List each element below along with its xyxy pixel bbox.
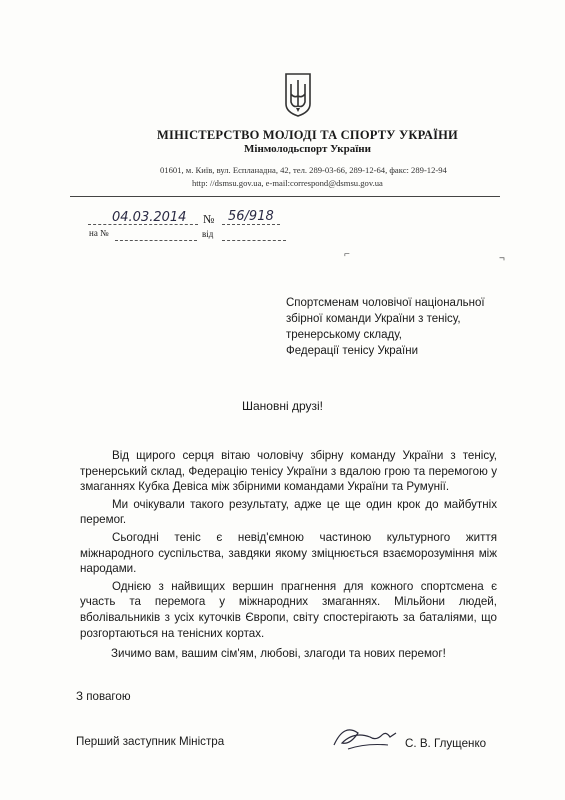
header-divider xyxy=(70,196,500,197)
on-number-label: на № xyxy=(89,228,109,238)
recipient-line: тренерському складу, xyxy=(286,329,402,341)
body-paragraph: Сьогодні теніс є невід'ємною частиною культурного життя міжнародного суспільства, завдяки якому зміцнюється взаєморозуміння між народами. xyxy=(80,530,497,576)
signer-position: Перший заступник Міністра xyxy=(76,735,225,748)
body-paragraph: Від щирого серця вітаю чоловічу збірну команду України з тенісу, тренерський склад, Федерацію тенісу України з вдалою грою та перемогою у змаганнях Кубка Девіса між збірними командами України та Румунії. xyxy=(80,449,497,494)
body-paragraph: Однією з найвищих вершин прагнення для кожного спортсмена є участь та перемога у міжнародних змаганнях. Мільйони людей, вболівальників з усіх куточків Європи, світу спостерігають за баталіями, що розгортаються на тенісних кортах. xyxy=(80,579,497,640)
registration-number: 56/918 xyxy=(228,209,274,224)
trident-emblem-icon xyxy=(283,70,313,118)
address-line-2: http: //dsmsu.gov.ua, e-mail:correspond@dsmsu.gov.ua xyxy=(192,178,383,188)
ministry-short-name: Мінмолодьспорт України xyxy=(244,143,371,155)
number-sign: № xyxy=(203,212,215,226)
recipient-line: Федерації тенісу України xyxy=(286,345,419,357)
from-underline xyxy=(222,240,286,241)
from-label: від xyxy=(202,229,214,239)
on-number-underline xyxy=(115,240,197,241)
closing-wish: Зичимо вам, вашим сім'ям, любові, злагоди та нових перемог! xyxy=(111,647,446,660)
body-paragraph: Ми очікували такого результату, адже це ще один крок до майбутніх перемог. xyxy=(80,497,497,527)
greeting: Шановні друзі! xyxy=(241,399,324,413)
ministry-title: МІНІСТЕРСТВО МОЛОДІ ТА СПОРТУ УКРАЇНИ xyxy=(157,128,458,142)
recipient-line: Спортсменам чоловічої національної xyxy=(286,297,485,309)
recipient-block xyxy=(286,295,526,359)
regards: З повагою xyxy=(76,690,131,703)
corner-mark-left: ⌐ xyxy=(344,249,350,260)
recipient-line: збірної команди України з тенісу, xyxy=(286,313,461,325)
handwritten-signature xyxy=(330,715,400,755)
letter-body xyxy=(80,448,497,643)
signer-name: С. В. Глущенко xyxy=(405,737,487,750)
number-underline xyxy=(222,224,280,225)
corner-mark-right: ¬ xyxy=(499,253,505,264)
address-line-1: 01601, м. Київ, вул. Еспланадна, 42, тел. 289-03-66, 289-12-64, факс: 289-12-94 xyxy=(160,165,447,175)
registration-date: 04.03.2014 xyxy=(112,210,187,225)
